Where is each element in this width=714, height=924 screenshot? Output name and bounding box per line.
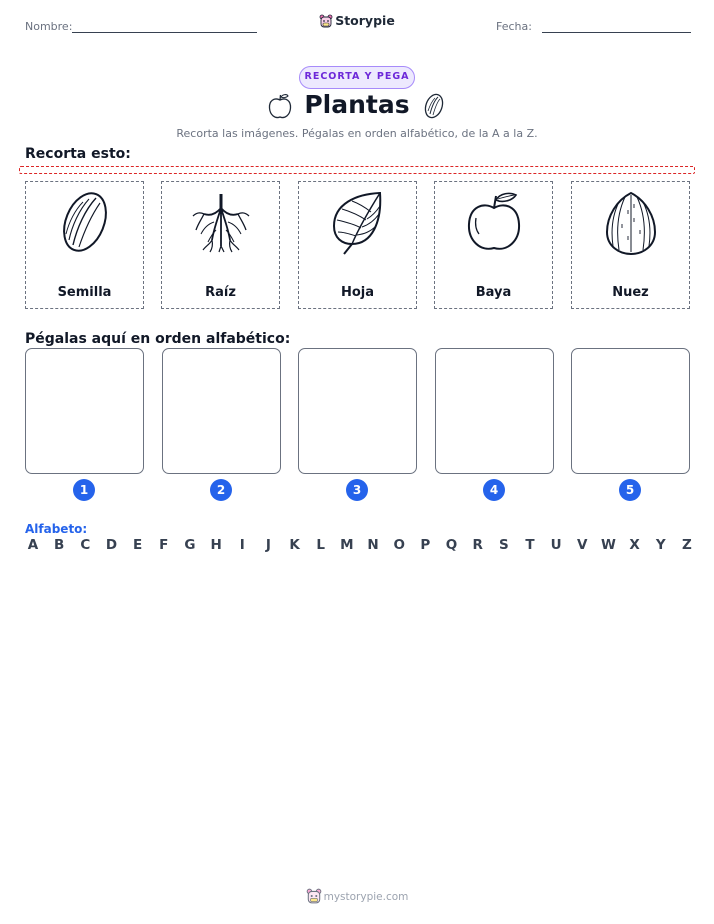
alphabet-letter: D <box>105 537 118 553</box>
alphabet-letter: L <box>316 537 326 553</box>
card-label: Nuez <box>612 285 649 300</box>
seed-title-icon <box>422 92 446 124</box>
alphabet-row <box>25 537 695 553</box>
card-label: Semilla <box>57 285 112 300</box>
alphabet-letter: Q <box>445 537 458 553</box>
alphabet-letter: U <box>550 537 562 553</box>
alphabet-letter: I <box>239 537 245 553</box>
berry-icon <box>464 190 524 256</box>
alphabet-letter: N <box>367 537 379 553</box>
card-hoja[interactable] <box>298 181 417 309</box>
mascot-icon <box>319 14 333 31</box>
paste-slot-3[interactable] <box>298 348 417 474</box>
paste-slot-1[interactable] <box>25 348 144 474</box>
name-label: Nombre: <box>25 20 73 33</box>
brand-name: Storypie <box>335 13 395 28</box>
date-label: Fecha: <box>496 20 532 33</box>
cut-line <box>19 166 695 174</box>
card-nuez[interactable] <box>571 181 690 309</box>
paste-slot-5[interactable] <box>571 348 690 474</box>
alphabet-letter: O <box>393 537 405 553</box>
slot-number-1: 1 <box>73 479 95 501</box>
root-icon <box>190 190 252 254</box>
alphabet-letter: J <box>265 537 271 553</box>
brand-logo <box>0 13 714 31</box>
alphabet-letter: S <box>498 537 509 553</box>
alphabet-letter: Y <box>655 537 666 553</box>
card-baya[interactable] <box>434 181 553 309</box>
alphabet-letter: R <box>472 537 483 553</box>
alphabet-letter: A <box>27 537 39 553</box>
alphabet-letter: C <box>80 537 91 553</box>
page-title: Plantas <box>304 90 410 119</box>
mascot-icon <box>306 888 322 907</box>
nut-icon <box>601 190 661 256</box>
alphabet-letter: K <box>289 537 300 553</box>
card-label: Raíz <box>205 285 236 300</box>
date-line[interactable] <box>542 32 691 33</box>
alphabet-letter: F <box>159 537 169 553</box>
alphabet-letter: B <box>54 537 65 553</box>
card-raiz[interactable] <box>161 181 280 309</box>
alphabet-letter: M <box>340 537 354 553</box>
alphabet-letter: V <box>577 537 588 553</box>
paste-slot-2[interactable] <box>162 348 281 474</box>
card-semilla[interactable] <box>25 181 144 309</box>
instructions: Recorta las imágenes. Pégalas en orden alfabético, de la A a la Z. <box>176 127 538 140</box>
alphabet-letter: X <box>629 537 640 553</box>
alphabet-letter: G <box>184 537 196 553</box>
alphabet-letter: E <box>133 537 143 553</box>
seed-icon <box>55 190 115 254</box>
alphabet-letter: Z <box>682 537 692 553</box>
alphabet-heading: Alfabeto: <box>25 522 88 536</box>
cut-heading: Recorta esto: <box>25 146 131 162</box>
slot-number-5: 5 <box>619 479 641 501</box>
paste-heading: Pégalas aquí en orden alfabético: <box>25 331 291 347</box>
alphabet-letter: W <box>600 537 616 553</box>
slot-number-4: 4 <box>483 479 505 501</box>
footer-url[interactable]: mystorypie.com <box>323 891 409 903</box>
slot-number-2: 2 <box>210 479 232 501</box>
card-label: Hoja <box>340 285 375 300</box>
card-label: Baya <box>475 285 512 300</box>
footer <box>0 888 714 907</box>
slot-number-3: 3 <box>346 479 368 501</box>
name-line[interactable] <box>72 32 257 33</box>
alphabet-letter: P <box>420 537 431 553</box>
leaf-icon <box>328 190 388 256</box>
alphabet-letter: T <box>525 537 535 553</box>
activity-badge: RECORTA Y PEGA <box>299 66 415 89</box>
paste-slot-4[interactable] <box>435 348 554 474</box>
alphabet-letter: H <box>210 537 222 553</box>
